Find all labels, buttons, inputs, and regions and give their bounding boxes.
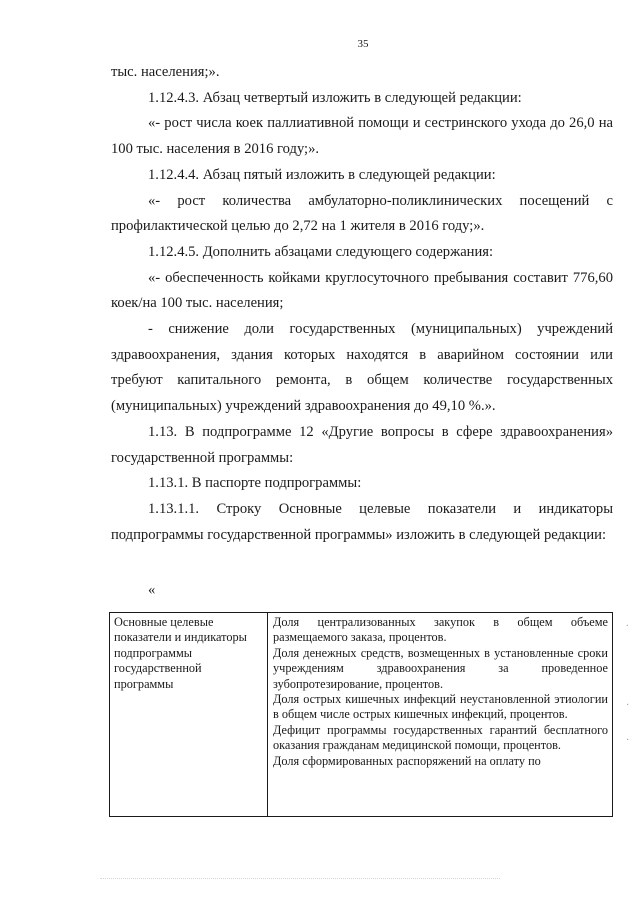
paragraph: 1.13.1. В паспорте подпрограммы: bbox=[148, 475, 362, 492]
cell-line: программы bbox=[114, 676, 174, 691]
paragraph: 1.12.4.5. Дополнить абзацами следующего содержания: bbox=[148, 243, 494, 260]
cell-line: государственной bbox=[114, 661, 202, 676]
indicator-item: Доля сформированных распоряжений на оплату по bbox=[273, 753, 541, 768]
margin-mark: . bbox=[626, 618, 629, 629]
paragraph: 1.12.4.3. Абзац четвертый изложить в следующей редакции: bbox=[148, 89, 522, 106]
page-number: 35 bbox=[357, 38, 369, 50]
scan-edge-line bbox=[100, 878, 500, 879]
table-cell-indicators bbox=[268, 613, 612, 816]
paragraph: «- рост числа коек паллиативной помощи и сестринского ухода до 26,0 на 100 тыс. населения в 2016 году;». bbox=[111, 115, 613, 158]
paragraph: - снижение доли государственных (муниципальных) учреждений здравоохранения, здания которых находятся в аварийном состоянии или требуют капитального ремонта, в общем количестве государственных (муниципальных) учреждений здравоохранения до 49,10 %.». bbox=[111, 321, 613, 415]
paragraph: «- рост количества амбулаторно-поликлинических посещений с профилактической целью до 2,72 на 1 жителя в 2016 году;». bbox=[111, 192, 613, 235]
opening-quote-mark: « bbox=[148, 582, 156, 598]
indicator-item: Доля денежных средств, возмещенных в установленные сроки учреждениям здравоохранения за проведенное зубопротезирование, процентов. bbox=[273, 645, 608, 691]
cell-line: показатели и индикаторы bbox=[114, 630, 247, 645]
indicators-table bbox=[109, 612, 613, 817]
cell-line: Основные целевые bbox=[114, 615, 214, 629]
paragraph: «- обеспеченность койками круглосуточного пребывания составит 776,60 коек/на 100 тыс. населения; bbox=[111, 269, 613, 312]
paragraph: 1.12.4.4. Абзац пятый изложить в следующей редакции: bbox=[148, 166, 496, 183]
paragraph: 1.13. В подпрограмме 12 «Другие вопросы в сфере здравоохранения» государственной программы: bbox=[111, 423, 613, 466]
indicator-item: Дефицит программы государственных гарантий бесплатного оказания гражданам медицинской помощи, процентов. bbox=[273, 722, 608, 753]
paragraph: 1.13.1.1. Строку Основные целевые показатели и индикаторы подпрограммы государственной программы» изложить в следующей редакции: bbox=[111, 500, 613, 543]
margin-mark: · bbox=[626, 735, 630, 746]
table-cell-label bbox=[110, 613, 268, 816]
body-text bbox=[111, 60, 613, 548]
cell-line: подпрограммы bbox=[114, 645, 192, 660]
indicator-item: Доля централизованных закупок в общем объеме размещаемого заказа, процентов. bbox=[273, 615, 608, 645]
margin-mark: · bbox=[626, 700, 630, 711]
paragraph: тыс. населения;». bbox=[111, 64, 220, 80]
indicator-item: Доля острых кишечных инфекций неустановленной этиологии в общем числе острых кишечных инфекций, процентов. bbox=[273, 692, 608, 722]
